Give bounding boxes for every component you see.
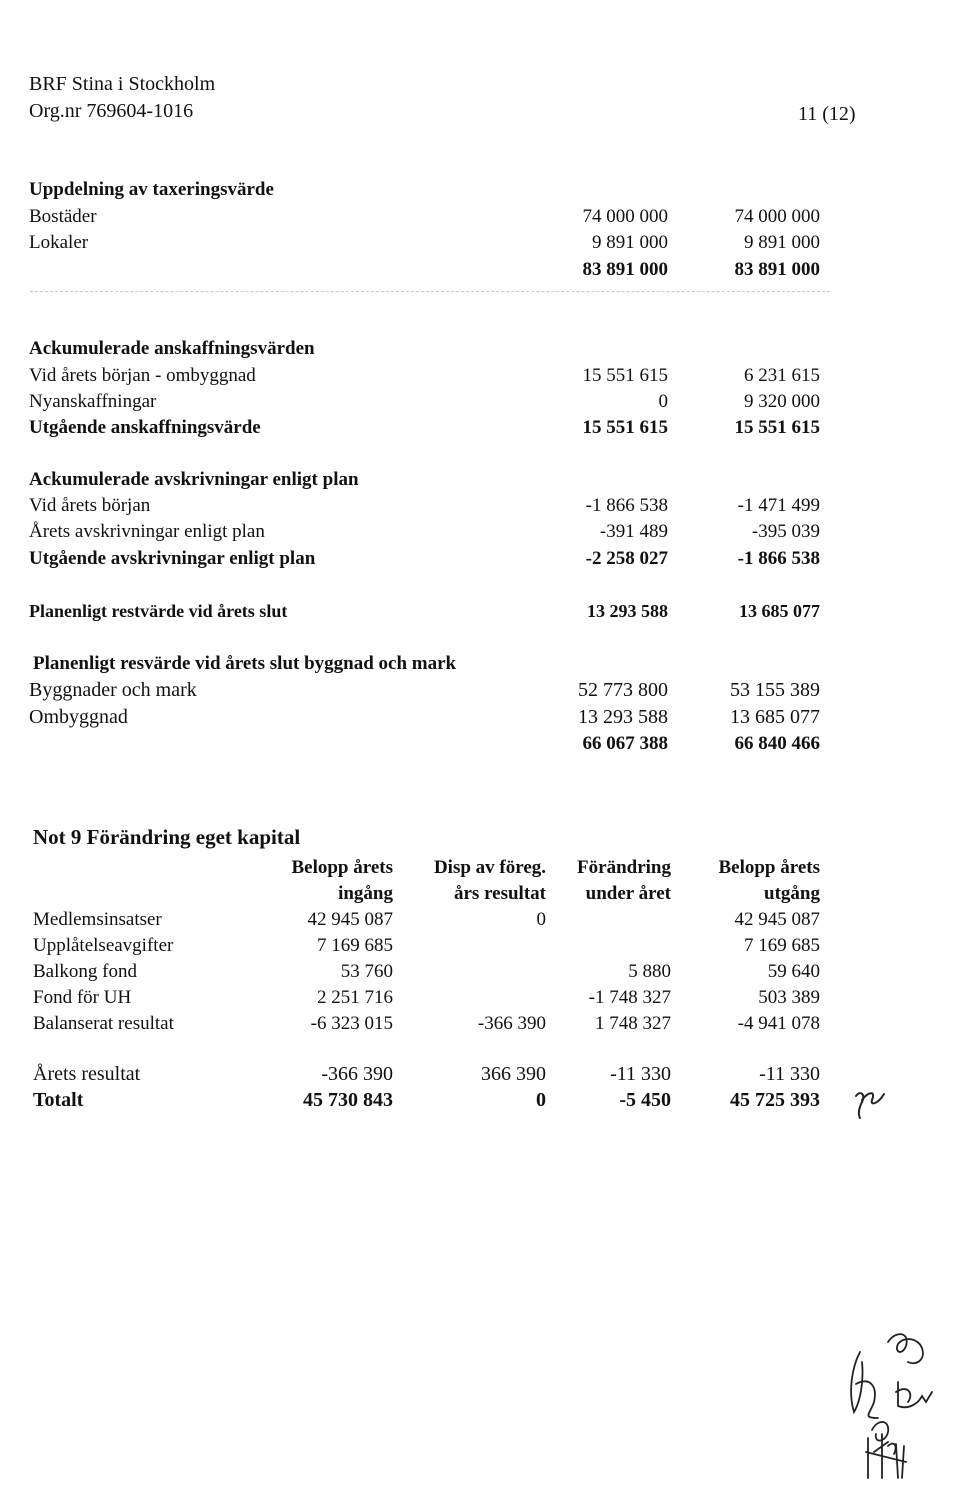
cell-disposition: -366 390 [477, 1013, 546, 1034]
cell-closing: 45 725 393 [730, 1089, 820, 1111]
section-divider [30, 291, 830, 292]
cell-closing: 7 169 685 [744, 935, 820, 956]
value-previous: 74 000 000 [734, 206, 820, 227]
cell-opening: 7 169 685 [317, 935, 393, 956]
column-header: ingång [338, 883, 393, 904]
acq-total-row [0, 418, 960, 440]
dep-total-row [0, 549, 960, 571]
cell-disposition: 0 [536, 909, 546, 930]
value-current: 9 891 000 [592, 232, 668, 253]
acq-row [0, 392, 960, 414]
value-previous: 9 320 000 [744, 391, 820, 412]
equity-row [0, 988, 960, 1010]
cell-change: -5 450 [619, 1089, 671, 1111]
cell-opening: -6 323 015 [310, 1013, 393, 1034]
column-header: Förändring [577, 857, 671, 878]
initials-mark [850, 1086, 890, 1122]
acq-title: Ackumulerade anskaffningsvärden [29, 338, 315, 359]
cell-change: -11 330 [610, 1063, 671, 1085]
acq-row [0, 366, 960, 388]
cell-change: -1 748 327 [588, 987, 671, 1008]
total-current: -2 258 027 [585, 548, 668, 569]
tax-title: Uppdelning av taxeringsvärde [29, 179, 274, 200]
total-current: 66 067 388 [582, 733, 668, 754]
cell-disposition: 366 390 [481, 1063, 546, 1085]
total-previous: 66 840 466 [734, 733, 820, 754]
row-label: Vid årets början [29, 495, 151, 516]
value-current: 74 000 000 [582, 206, 668, 227]
residual2-row [0, 680, 960, 702]
equity-row [0, 962, 960, 984]
column-header: Belopp årets [291, 857, 393, 878]
tax-row [0, 207, 960, 229]
row-label: Utgående avskrivningar enligt plan [29, 548, 316, 569]
residual2-title: Planenligt resvärde vid årets slut byggnad och mark [33, 653, 457, 674]
equity-result-row [0, 1064, 960, 1086]
row-label: Ombyggnad [29, 706, 128, 728]
equity-title: Not 9 Förändring eget kapital [33, 825, 301, 849]
value-current: 52 773 800 [578, 679, 668, 701]
row-label: Balanserat resultat [33, 1013, 174, 1034]
row-label: Årets resultat [33, 1063, 141, 1085]
cell-change: 5 880 [628, 961, 671, 982]
value-previous: 53 155 389 [730, 679, 820, 701]
cell-change: 1 748 327 [595, 1013, 671, 1034]
equity-row [0, 936, 960, 958]
company-name: BRF Stina i Stockholm [29, 73, 216, 95]
cell-closing: 59 640 [767, 961, 820, 982]
value-previous: 9 891 000 [744, 232, 820, 253]
signature-mark [838, 1322, 948, 1482]
row-label: Lokaler [29, 232, 89, 253]
cell-opening: -366 390 [321, 1063, 393, 1085]
value-previous: -395 039 [751, 521, 820, 542]
total-previous: 15 551 615 [734, 417, 820, 438]
equity-row [0, 910, 960, 932]
equity-total-row [0, 1090, 960, 1112]
row-label: Fond för UH [33, 987, 132, 1008]
cell-closing: -11 330 [759, 1063, 820, 1085]
value-previous: 6 231 615 [744, 365, 820, 386]
page-number: 11 (12) [798, 103, 856, 125]
total-previous: 83 891 000 [734, 259, 820, 280]
cell-opening: 42 945 087 [307, 909, 393, 930]
row-label: Byggnader och mark [29, 679, 197, 701]
equity-header-row [0, 884, 960, 906]
value-current: 13 293 588 [587, 601, 668, 621]
value-previous: 13 685 077 [730, 706, 820, 728]
cell-opening: 45 730 843 [303, 1089, 393, 1111]
row-label: Medlemsinsatser [33, 909, 162, 930]
column-header: Disp av föreg. [433, 857, 546, 878]
row-label: Årets avskrivningar enligt plan [29, 521, 265, 542]
dep-row [0, 496, 960, 518]
residual2-row [0, 707, 960, 729]
total-current: 15 551 615 [582, 417, 668, 438]
column-header: under året [585, 883, 671, 904]
value-previous: -1 471 499 [737, 495, 820, 516]
tax-total-row [0, 260, 960, 282]
total-current: 83 891 000 [582, 259, 668, 280]
residual-row [0, 602, 960, 624]
row-label: Planenligt restvärde vid årets slut [29, 601, 288, 621]
org-number: Org.nr 769604-1016 [29, 100, 194, 122]
cell-closing: 503 389 [758, 987, 820, 1008]
value-current: 15 551 615 [582, 365, 668, 386]
equity-header-row [0, 858, 960, 880]
cell-closing: 42 945 087 [734, 909, 820, 930]
column-header: Belopp årets [718, 857, 820, 878]
tax-row [0, 233, 960, 255]
dep-row [0, 522, 960, 544]
row-label: Nyanskaffningar [29, 391, 157, 412]
row-label: Totalt [33, 1089, 84, 1111]
row-label: Balkong fond [33, 961, 137, 982]
value-current: -391 489 [599, 521, 668, 542]
dep-title: Ackumulerade avskrivningar enligt plan [29, 469, 359, 490]
cell-disposition: 0 [536, 1089, 546, 1111]
value-current: 13 293 588 [578, 706, 668, 728]
equity-row [0, 1014, 960, 1036]
cell-opening: 2 251 716 [317, 987, 393, 1008]
value-previous: 13 685 077 [739, 601, 820, 621]
row-label: Vid årets början - ombyggnad [29, 365, 256, 386]
value-current: 0 [658, 391, 668, 412]
column-header: utgång [764, 883, 820, 904]
value-current: -1 866 538 [585, 495, 668, 516]
cell-opening: 53 760 [340, 961, 393, 982]
row-label: Utgående anskaffningsvärde [29, 417, 261, 438]
row-label: Bostäder [29, 206, 97, 227]
column-header: års resultat [454, 883, 546, 904]
residual2-total-row [0, 734, 960, 756]
cell-closing: -4 941 078 [737, 1013, 820, 1034]
total-previous: -1 866 538 [737, 548, 820, 569]
row-label: Upplåtelseavgifter [33, 935, 174, 956]
